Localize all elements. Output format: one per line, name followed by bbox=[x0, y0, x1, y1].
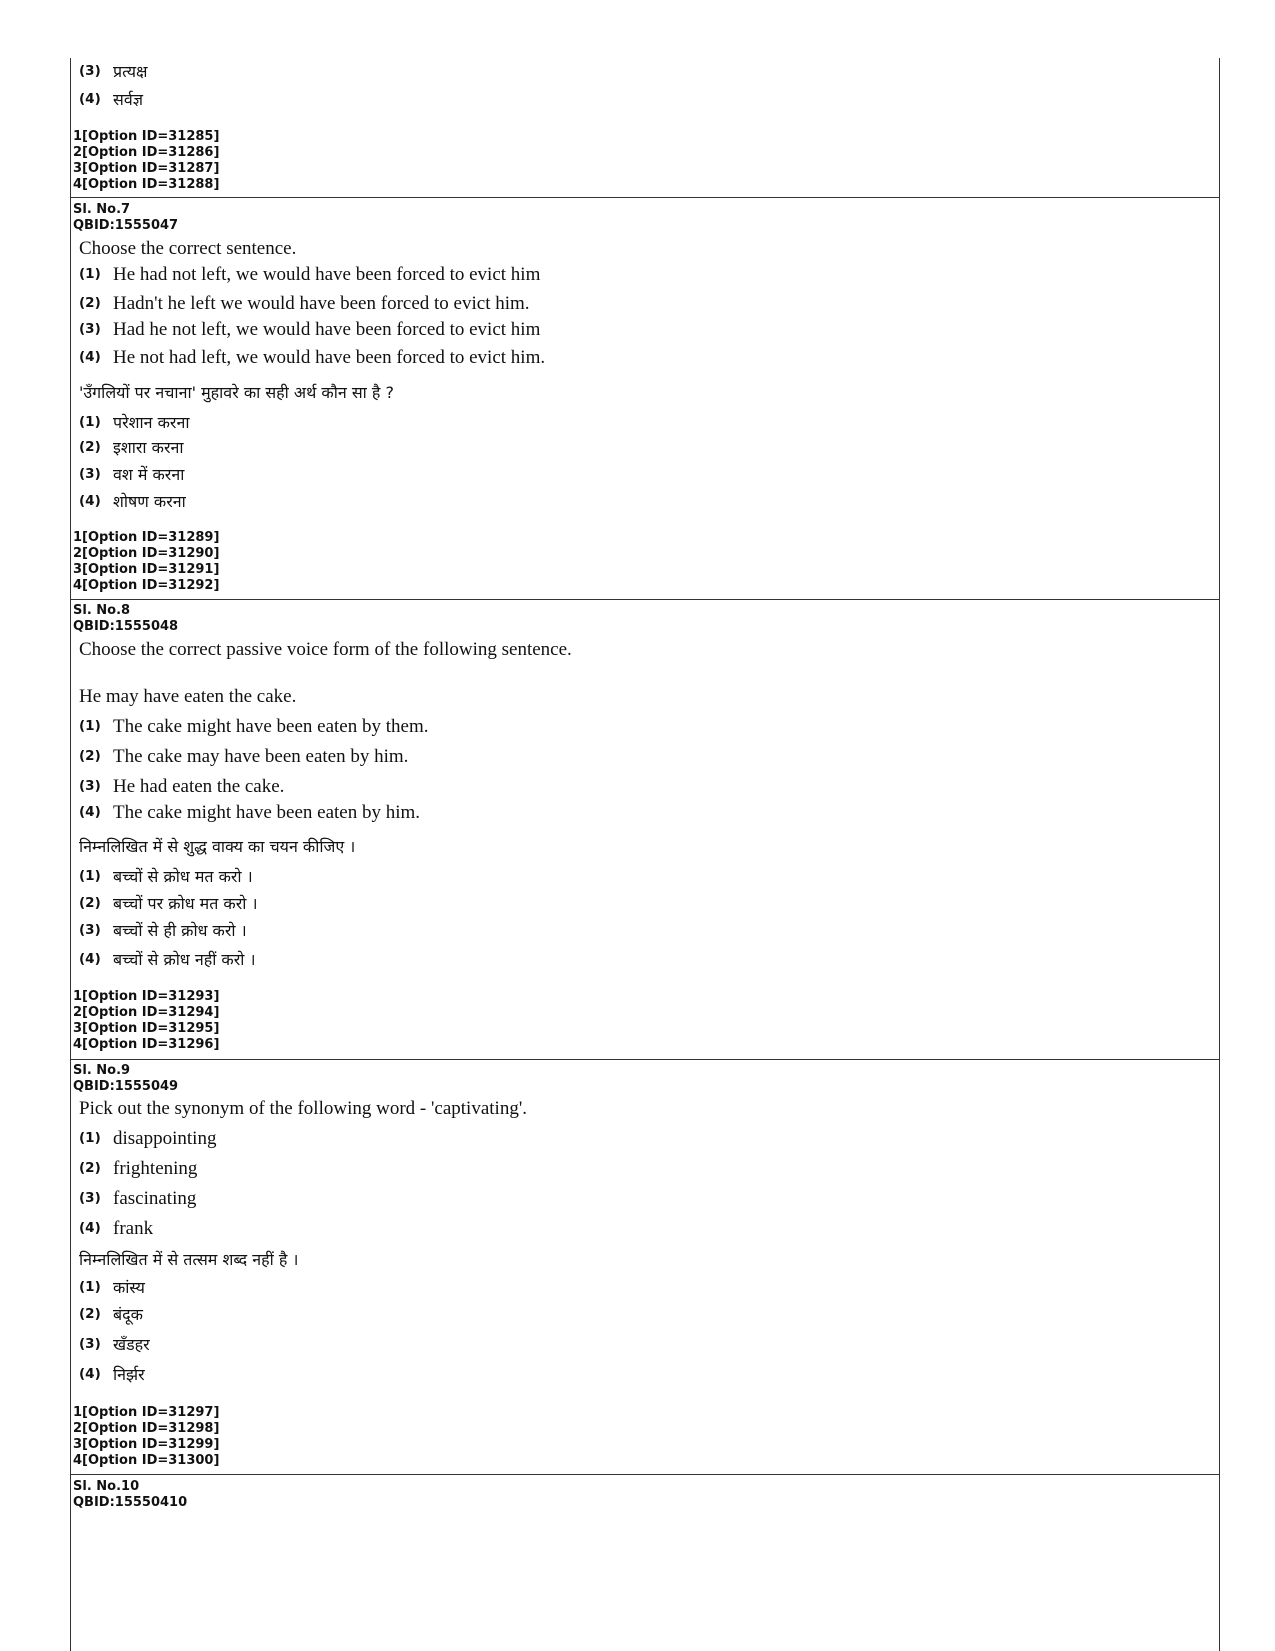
option-number: (2) bbox=[79, 895, 101, 911]
option-hi-2 bbox=[79, 1303, 143, 1325]
option-text: The cake may have been eaten by him. bbox=[113, 746, 409, 767]
option-text: He not had left, we would have been forced to evict him. bbox=[113, 347, 546, 368]
option-id-3: 3[Option ID=31291] bbox=[73, 562, 220, 577]
option-id-3: 3[Option ID=31295] bbox=[73, 1021, 220, 1036]
option-hi-4 bbox=[79, 1363, 145, 1385]
option-text: He had eaten the cake. bbox=[113, 776, 285, 797]
option-text: खँडहर bbox=[113, 1335, 150, 1354]
option-id-1: 1[Option ID=31289] bbox=[73, 530, 220, 545]
option-number: (4) bbox=[79, 349, 101, 365]
option-number: (1) bbox=[79, 266, 101, 282]
option-en-2 bbox=[79, 746, 408, 768]
option-number: (1) bbox=[79, 1130, 101, 1146]
option-hi-4 bbox=[79, 490, 186, 512]
row-divider bbox=[71, 197, 1219, 198]
option-number: (3) bbox=[79, 778, 101, 794]
option-text: बंदूक bbox=[113, 1305, 143, 1324]
option-hi-1 bbox=[79, 865, 253, 887]
qbid: QBID:1555049 bbox=[73, 1079, 179, 1094]
option-text: frank bbox=[113, 1218, 154, 1239]
option-hi-3 bbox=[79, 60, 148, 82]
option-text: परेशान करना bbox=[113, 413, 190, 432]
option-number: (4) bbox=[79, 91, 101, 107]
qbid: QBID:1555047 bbox=[73, 218, 179, 233]
option-number: (1) bbox=[79, 414, 101, 430]
option-text: The cake might have been eaten by them. bbox=[113, 716, 429, 737]
question-sentence-en: He may have eaten the cake. bbox=[79, 686, 297, 707]
option-text: Had he not left, we would have been forced to evict him bbox=[113, 319, 541, 340]
option-hi-1 bbox=[79, 1276, 145, 1298]
question-text-en: Choose the correct passive voice form of the following sentence. bbox=[79, 639, 572, 660]
option-number: (2) bbox=[79, 1306, 101, 1322]
option-number: (3) bbox=[79, 1190, 101, 1206]
option-id-2: 2[Option ID=31290] bbox=[73, 546, 220, 561]
option-number: (4) bbox=[79, 804, 101, 820]
option-number: (4) bbox=[79, 951, 101, 967]
option-id-3: 3[Option ID=31287] bbox=[73, 161, 220, 176]
option-text: प्रत्यक्ष bbox=[113, 62, 148, 81]
option-id-1: 1[Option ID=31293] bbox=[73, 989, 220, 1004]
option-en-3 bbox=[79, 319, 540, 341]
option-en-1 bbox=[79, 716, 428, 738]
option-id-1: 1[Option ID=31285] bbox=[73, 129, 220, 144]
option-text: सर्वज्ञ bbox=[113, 90, 143, 109]
option-number: (3) bbox=[79, 321, 101, 337]
question-text-hi: निम्नलिखित में से शुद्ध वाक्य का चयन कीजिए । bbox=[79, 837, 356, 856]
option-en-4 bbox=[79, 347, 545, 369]
option-hi-2 bbox=[79, 892, 258, 914]
option-text: frightening bbox=[113, 1158, 198, 1179]
option-text: बच्चों से ही क्रोध करो । bbox=[113, 921, 247, 940]
option-id-2: 2[Option ID=31298] bbox=[73, 1421, 220, 1436]
option-id-3: 3[Option ID=31299] bbox=[73, 1437, 220, 1452]
option-id-1: 1[Option ID=31297] bbox=[73, 1405, 220, 1420]
question-text-en: Choose the correct sentence. bbox=[79, 238, 297, 259]
serial-number: Sl. No.8 bbox=[73, 603, 131, 618]
option-text: निर्झर bbox=[113, 1365, 145, 1384]
option-number: (2) bbox=[79, 295, 101, 311]
option-id-2: 2[Option ID=31286] bbox=[73, 145, 220, 160]
question-sheet bbox=[70, 58, 1220, 1651]
option-en-1 bbox=[79, 1128, 216, 1150]
option-number: (2) bbox=[79, 1160, 101, 1176]
row-divider bbox=[71, 1474, 1219, 1475]
option-number: (2) bbox=[79, 748, 101, 764]
option-id-4: 4[Option ID=31292] bbox=[73, 578, 220, 593]
option-en-1 bbox=[79, 264, 540, 286]
serial-number: Sl. No.7 bbox=[73, 202, 131, 217]
serial-number: Sl. No.10 bbox=[73, 1479, 140, 1494]
option-hi-2 bbox=[79, 436, 184, 458]
option-number: (3) bbox=[79, 466, 101, 482]
option-text: बच्चों पर क्रोध मत करो । bbox=[113, 894, 258, 913]
serial-number: Sl. No.9 bbox=[73, 1063, 131, 1078]
option-number: (4) bbox=[79, 1366, 101, 1382]
option-number: (1) bbox=[79, 868, 101, 884]
option-en-2 bbox=[79, 293, 530, 315]
question-text-hi: निम्नलिखित में से तत्सम शब्द नहीं है । bbox=[79, 1250, 299, 1269]
option-hi-3 bbox=[79, 463, 184, 485]
option-number: (3) bbox=[79, 63, 101, 79]
option-text: fascinating bbox=[113, 1188, 197, 1209]
question-text-hi: 'उँगलियों पर नचाना' मुहावरे का सही अर्थ कौन सा है ? bbox=[79, 383, 394, 402]
option-text: इशारा करना bbox=[113, 438, 184, 457]
option-number: (3) bbox=[79, 1336, 101, 1352]
option-text: Hadn't he left we would have been forced to evict him. bbox=[113, 293, 530, 314]
option-hi-4 bbox=[79, 948, 256, 970]
option-text: The cake might have been eaten by him. bbox=[113, 802, 421, 823]
qbid: QBID:15550410 bbox=[73, 1495, 188, 1510]
option-en-2 bbox=[79, 1158, 197, 1180]
option-id-2: 2[Option ID=31294] bbox=[73, 1005, 220, 1020]
option-text: वश में करना bbox=[113, 465, 185, 484]
option-en-4 bbox=[79, 1218, 153, 1240]
option-en-4 bbox=[79, 802, 420, 824]
option-number: (2) bbox=[79, 439, 101, 455]
option-hi-1 bbox=[79, 411, 189, 433]
row-divider bbox=[71, 1059, 1219, 1060]
option-id-4: 4[Option ID=31288] bbox=[73, 177, 220, 192]
option-hi-3 bbox=[79, 1333, 150, 1355]
option-number: (4) bbox=[79, 493, 101, 509]
option-number: (4) bbox=[79, 1220, 101, 1236]
row-divider bbox=[71, 599, 1219, 600]
option-text: शोषण करना bbox=[113, 492, 186, 511]
option-number: (1) bbox=[79, 718, 101, 734]
option-text: He had not left, we would have been forced to evict him bbox=[113, 264, 541, 285]
option-id-4: 4[Option ID=31296] bbox=[73, 1037, 220, 1052]
option-en-3 bbox=[79, 1188, 196, 1210]
option-number: (1) bbox=[79, 1279, 101, 1295]
option-text: disappointing bbox=[113, 1128, 217, 1149]
question-text-en: Pick out the synonym of the following word - 'captivating'. bbox=[79, 1098, 528, 1119]
option-text: बच्चों से क्रोध नहीं करो । bbox=[113, 950, 256, 969]
option-hi-4 bbox=[79, 88, 143, 110]
option-hi-3 bbox=[79, 919, 247, 941]
option-text: बच्चों से क्रोध मत करो । bbox=[113, 867, 253, 886]
option-text: कांस्य bbox=[113, 1278, 145, 1297]
option-number: (3) bbox=[79, 922, 101, 938]
option-id-4: 4[Option ID=31300] bbox=[73, 1453, 220, 1468]
qbid: QBID:1555048 bbox=[73, 619, 179, 634]
option-en-3 bbox=[79, 776, 284, 798]
